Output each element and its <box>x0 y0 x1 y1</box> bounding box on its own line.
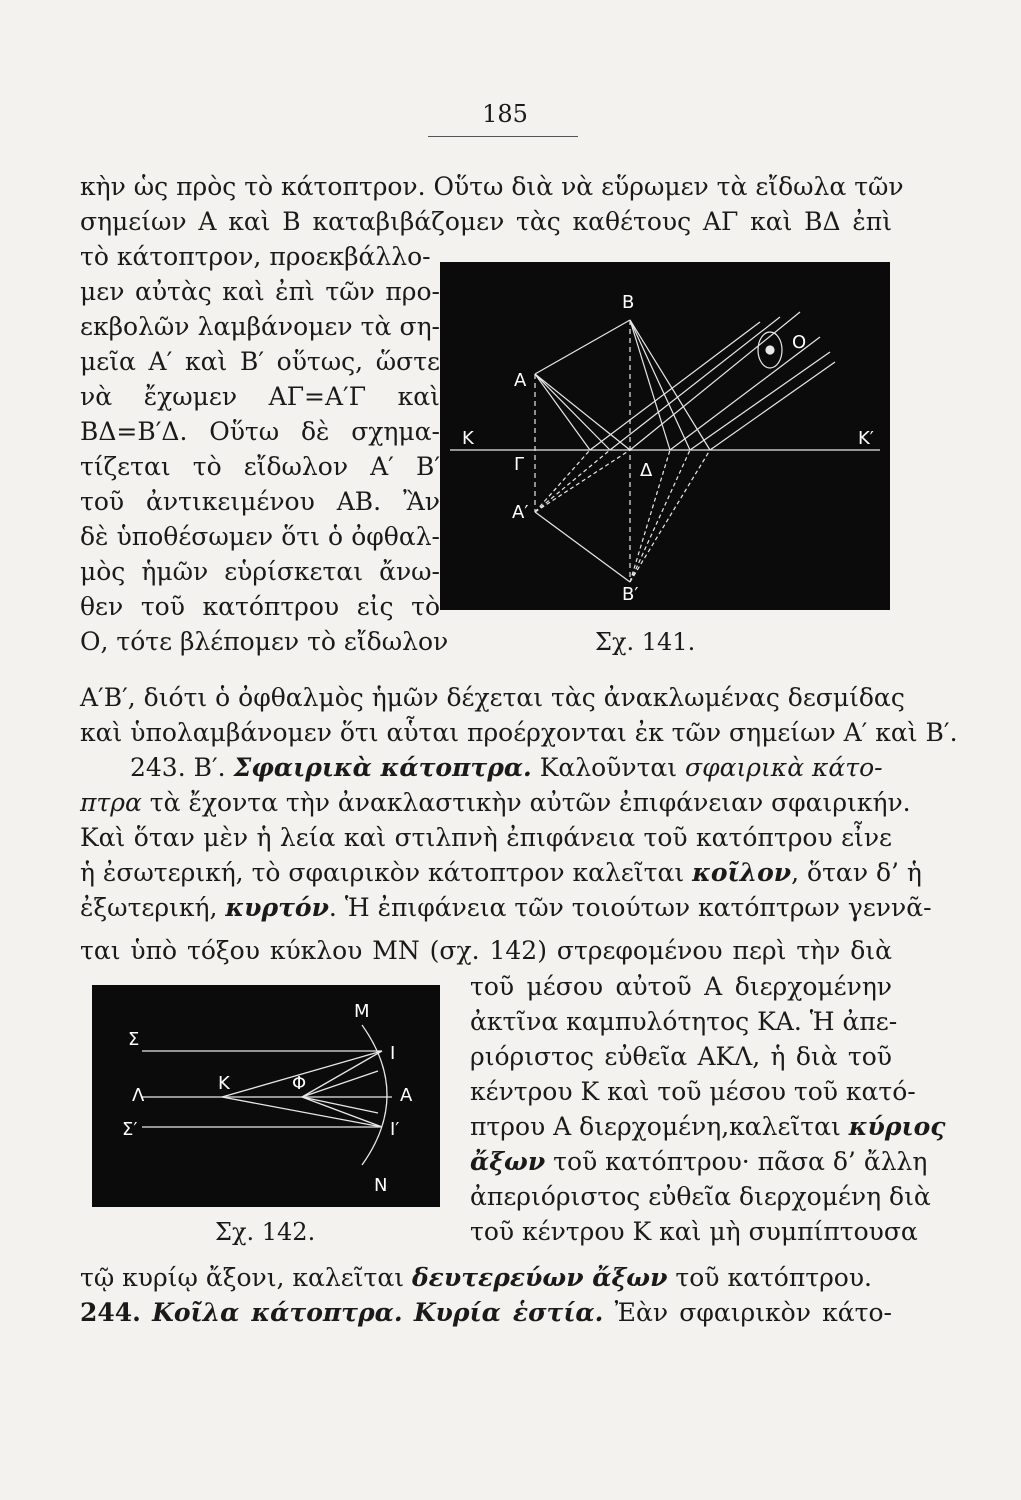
ray <box>630 320 710 450</box>
label-i-prime: I′ <box>390 1119 400 1140</box>
text-line: Ο, τότε βλέπομεν τὸ εἴδωλον <box>80 627 449 656</box>
virtual-ray <box>630 450 690 582</box>
label-lambda: Λ <box>132 1085 145 1106</box>
label-sigma: Σ <box>128 1029 140 1050</box>
label-k-prime: K′ <box>858 428 874 449</box>
label-sigma-prime: Σ′ <box>122 1119 138 1140</box>
label-m: M <box>354 1001 370 1022</box>
text-line: ριόριστος εὐθεῖα ΑΚΛ, ἡ διὰ τοῦ <box>470 1042 892 1071</box>
figure-141-caption: Σχ. 141. <box>595 628 696 656</box>
text-line: ται ὑπὸ τόξου κύκλου ΜΝ (σχ. 142) στρεφομένου περὶ τὴν διὰ <box>80 936 892 965</box>
label-i: I <box>390 1043 396 1064</box>
text-line: μεῖα Α′ καὶ Β′ οὕτως, ὥστε <box>80 347 440 376</box>
text-line: τίζεται τὸ εἴδωλον Α′ Β′ <box>80 452 440 481</box>
section-number: 243. Β′. <box>130 753 226 782</box>
text-run: τὰ ἔχοντα τὴν ἀνακλαστικὴν αὐτῶν ἐπιφάνειαν σφαιρικήν. <box>149 788 911 817</box>
figure-141-diagram <box>440 262 890 610</box>
text-line: ΒΔ=Β′Δ. Οὕτω δὲ σχημα- <box>80 417 440 446</box>
text-run: , ὅταν δ’ ἡ <box>791 858 922 887</box>
mirror-arc <box>362 1025 387 1165</box>
section-title: Κυρία ἑστία. <box>413 1298 604 1327</box>
text-line: εκβολῶν λαμβάνομεν τὰ ση- <box>80 312 440 341</box>
text-line: μεν αὐτὰς καὶ ἐπὶ τῶν προ- <box>80 277 440 306</box>
text-line: μὸς ἡμῶν εὑρίσκεται ἄνω- <box>80 557 440 586</box>
text-line: κὴν ὡς πρὸς τὸ κάτοπτρον. Οὕτω διὰ νὰ εὕρωμεν τὰ εἴδωλα τῶν <box>80 172 904 201</box>
text-line: ἀπεριόριστος εὐθεῖα διερχομένη διὰ <box>470 1182 931 1211</box>
text-line <box>80 893 932 923</box>
text-line <box>80 1263 892 1293</box>
label-o: O <box>792 332 807 353</box>
text-line: τοῦ ἀντικειμένου ΑΒ. Ἂν <box>80 487 440 516</box>
reflected-ray <box>670 337 820 450</box>
text-line <box>470 1112 946 1142</box>
eye-pupil-icon <box>766 346 774 354</box>
image-segment <box>535 512 630 582</box>
page-number: 185 <box>482 100 528 128</box>
label-a: A <box>400 1085 413 1106</box>
ray <box>535 374 610 450</box>
text-line <box>470 1147 928 1177</box>
text-run: . Ἡ ἐπιφάνεια τῶν τοιούτων κατόπτρων γεννᾶ- <box>328 893 932 922</box>
text-run: πτρου Α διερχομένη,καλεῖται <box>470 1112 841 1141</box>
term-axis: ἄξων <box>470 1147 546 1176</box>
label-delta: Δ <box>640 460 653 481</box>
section-title: Σφαιρικὰ κάτοπτρα. <box>233 753 532 782</box>
ray <box>630 320 670 450</box>
segment-ab <box>535 320 630 374</box>
label-n: N <box>374 1175 388 1196</box>
section-term: σφαιρικὰ κάτο- <box>685 753 883 782</box>
reflected-ray <box>590 322 760 450</box>
text-line: τοῦ μέσου αὐτοῦ Α διερχομένην <box>470 972 892 1001</box>
reflected-ray <box>690 352 830 450</box>
section-243-heading <box>130 753 892 783</box>
text-line: θεν τοῦ κατόπτρου εἰς τὸ <box>80 592 440 621</box>
text-line <box>80 858 922 888</box>
section-244-heading <box>80 1298 892 1328</box>
section-number: 244. <box>80 1298 141 1327</box>
section-title: Κοῖλα κάτοπτρα. <box>152 1298 403 1327</box>
term-convex: κυρτόν <box>225 893 329 922</box>
reflected-ray <box>302 1097 382 1127</box>
term-concave: κοῖλον <box>692 858 792 887</box>
text-line <box>80 788 911 818</box>
text-run: τῷ κυρίῳ ἄξονι, καλεῖται <box>80 1263 405 1292</box>
figure-142-caption: Σχ. 142. <box>215 1218 316 1246</box>
text-line: τὸ κάτοπτρον, προεκβάλλο- <box>80 242 431 271</box>
text-line: νὰ ἔχωμεν ΑΓ=Α′Γ καὶ <box>80 382 440 411</box>
label-b-prime: B′ <box>622 584 639 605</box>
figure-142-diagram <box>92 985 440 1207</box>
text-line: κέντρου Κ καὶ τοῦ μέσου τοῦ κατό- <box>470 1077 916 1106</box>
text-line: σημείων Α καὶ Β καταβιβάζομεν τὰς καθέτους ΑΓ καὶ ΒΔ ἐπὶ <box>80 207 892 236</box>
label-phi: Φ <box>292 1073 307 1094</box>
ray <box>630 320 690 450</box>
text-line: Α′Β′, διότι ὁ ὀφθαλμὸς ἡμῶν δέχεται τὰς ἀνακλωμένας δεσμίδας <box>80 683 905 712</box>
text-line: Καὶ ὅταν μὲν ἡ λεία καὶ στιλπνὴ ἐπιφάνεια τοῦ κατόπτρου εἶνε <box>80 823 892 852</box>
text-line: τοῦ κέντρου Κ καὶ μὴ συμπίπτουσα <box>470 1217 918 1246</box>
figure-141 <box>440 262 890 610</box>
term-principal: κύριος <box>848 1112 946 1141</box>
header-rule <box>428 136 578 137</box>
label-gamma: Γ <box>514 454 525 475</box>
text-run: τοῦ κατόπτρου· πᾶσα δ’ ἄλλη <box>553 1147 928 1176</box>
text-line: ἀκτῖνα καμπυλότητος ΚΑ. Ἡ ἀπε- <box>470 1007 898 1036</box>
label-b: B <box>622 292 635 313</box>
text-line: καὶ ὑπολαμβάνομεν ὅτι αὗται προέρχονται ἐκ τῶν σημείων Α′ καὶ Β′. <box>80 718 958 747</box>
ray <box>535 374 630 450</box>
term-secondary-axis: δευτερεύων ἄξων <box>412 1263 668 1292</box>
label-a: A <box>514 370 527 391</box>
virtual-ray <box>535 450 610 512</box>
figure-142 <box>92 985 440 1207</box>
section-text: Καλοῦνται <box>539 753 678 782</box>
text-line: δὲ ὑποθέσωμεν ὅτι ὁ ὀφθαλ- <box>80 522 440 551</box>
text-run: ἐξωτερική, <box>80 893 218 922</box>
text-run: ἡ ἐσωτερική, τὸ σφαιρικὸν κάτοπτρον καλεῖται <box>80 858 685 887</box>
section-text: Ἐὰν σφαιρικὸν κάτο- <box>614 1298 892 1327</box>
label-k: K <box>218 1073 230 1094</box>
label-k: K <box>462 428 474 449</box>
text-run: τοῦ κατόπτρου. <box>675 1263 872 1292</box>
radius-ki-prime <box>222 1097 382 1127</box>
label-a-prime: A′ <box>512 502 529 523</box>
text-run: πτρα <box>80 788 142 817</box>
